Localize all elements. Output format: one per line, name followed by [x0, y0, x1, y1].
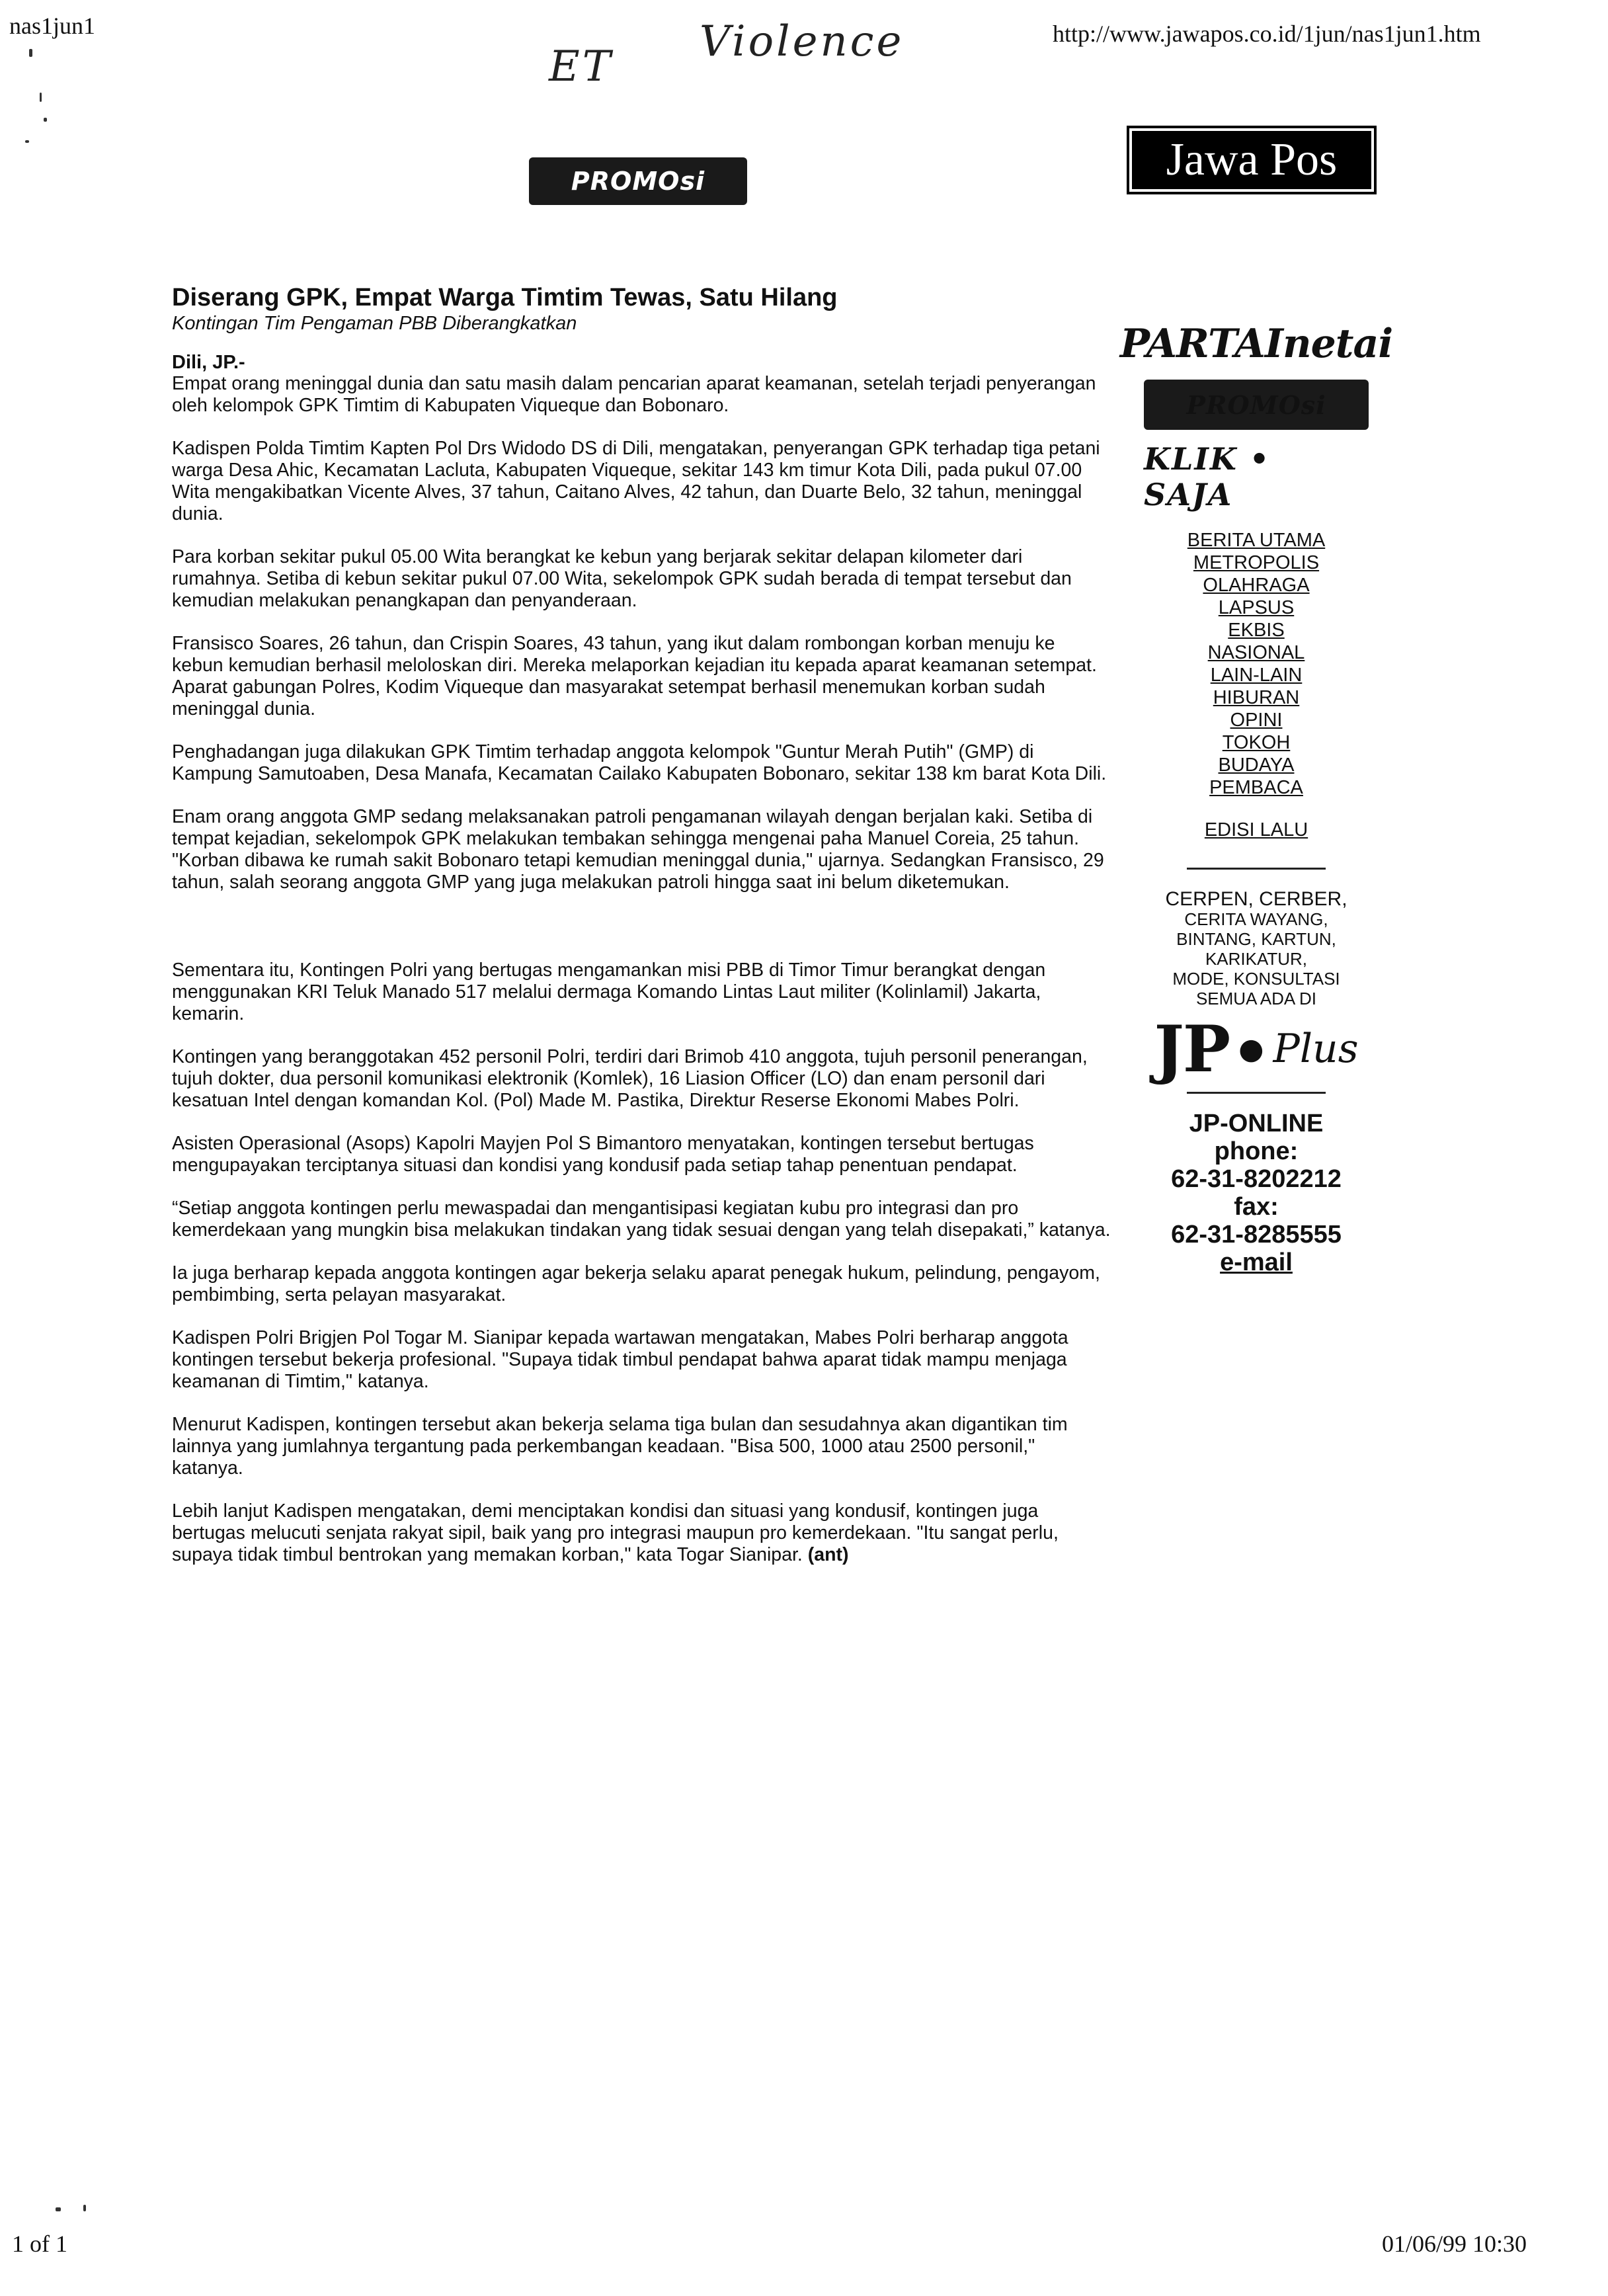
promo-line: KARIKATUR, — [1205, 949, 1308, 969]
article-paragraph: Penghadangan juga dilakukan GPK Timtim terhadap anggota kelompok "Guntur Merah Putih" (GMP) di Kampung Samutoaben, Desa Manafa, Kecamatan Cailako Kabupaten Bobonaro, sekitar 138 km barat Kota Dili. — [172, 741, 1107, 784]
print-url: http://www.jawapos.co.id/1jun/nas1jun1.htm — [1053, 20, 1481, 47]
scan-speck — [29, 49, 32, 57]
promo-side-logo[interactable]: PROMOsi — [1144, 380, 1369, 430]
article-paragraph: Kadispen Polri Brigjen Pol Togar M. Sianipar kepada wartawan mengatakan, Mabes Polri berharap anggota kontingen tersebut bekerja profesional. "Supaya tidak timbul pendapat bahwa aparat tidak mampu menjaga keamanan di Timtim," katanya. — [172, 1327, 1068, 1392]
scan-speck — [25, 140, 29, 143]
article-paragraph: Menurut Kadispen, kontingen tersebut akan bekerja selama tiga bulan dan sesudahnya akan digantikan tim lainnya yang jumlahnya tergantung pada perkembangan keadaan. "Bisa 500, 1000 atau 2500 personil," katanya. — [172, 1414, 1068, 1479]
phone-label: phone: — [1214, 1137, 1299, 1165]
scan-speck — [56, 2207, 61, 2211]
nav-link-opini[interactable]: OPINI — [1230, 710, 1283, 731]
contact-block — [1124, 1110, 1388, 1276]
article-paragraph: Sementara itu, Kontingen Polri yang bertugas mengamankan misi PBB di Timor Timur berangkat dengan menggunakan KRI Teluk Manado 517 melalui dermaga Komando Lintas Laut militer (Kolinlamil) Jakarta, kemarin. — [172, 960, 1046, 1024]
partai-logo[interactable]: PARTAInetai — [1144, 317, 1369, 370]
article-paragraph: Enam orang anggota GMP sedang melaksanakan patroli pengamanan wilayah dengan berjalan kaki. Setiba di tempat kejadian, sekelompok GPK melakukan tembakan sehingga mengenai paha Manuel Coreia, 25 tahun. "Korban dibawa ke rumah sakit Bobonaro tetapi kemudian meninggal dunia," ujarnya. Sedangkan Fransisco, 29 tahun, salah seorang anggota GMP yang juga melakukan patroli hingga saat ini belum diketemukan. — [172, 806, 1104, 893]
article-paragraph: “Setiap anggota kontingen perlu mewaspadai dan mengantisipasi kegiatan kubu pro integrasi dan pro kemerdekaan yang mungkin bisa melakukan tindakan yang tidak sesuai dengan yang telah disepakati,” katanya. — [172, 1198, 1111, 1241]
scan-speck — [83, 2205, 86, 2211]
article-last-paragraph-text: Lebih lanjut Kadispen mengatakan, demi menciptakan kondisi dan situasi yang kondusif, kontingen juga bertugas melucuti senjata rakyat sipil, baik yang pro integrasi maupun pro kemerdekaan. "Itu sangat perlu, supaya tidak timbul bentrokan yang memakan korban," kata Togar Sianipar. — [172, 1500, 1059, 1565]
contact-title: JP-ONLINE — [1189, 1110, 1324, 1137]
jp-plus-word: Plus — [1273, 1026, 1359, 1072]
nav-link-lapsus[interactable]: LAPSUS — [1218, 597, 1295, 618]
nav-link-pembaca[interactable]: PEMBACA — [1209, 777, 1303, 798]
fax-label: fax: — [1234, 1193, 1279, 1221]
article-headline: Diserang GPK, Empat Warga Timtim Tewas, Satu Hilang — [172, 284, 838, 311]
nav-link-hiburan[interactable]: HIBURAN — [1213, 687, 1300, 708]
print-timestamp: 01/06/99 10:30 — [1382, 2231, 1527, 2257]
article-paragraph: Kontingen yang beranggotakan 452 personil Polri, terdiri dari Brimob 410 anggota, tujuh personil penerangan, tujuh dokter, dua personil komunikasi elektronik (Komlek), 16 Liasion Officer (LO) dan enam personil dari kesatuan Intel dengan komandan Kol. (Pol) Made M. Pastika, Direktur Reserse Ekonomi Mabes Polri. — [172, 1046, 1088, 1111]
article-paragraph: Fransisco Soares, 26 tahun, dan Crispin Soares, 43 tahun, yang ikut dalam rombongan korban menuju ke kebun kemudian berhasil meloloskan diri. Mereka melaporkan kejadian itu kepada aparat keamanan setempat. Aparat gabungan Polres, Kodim Viqueque dan masyarakat setempat berhasil menemukan korban sudah meninggal dunia. — [172, 633, 1097, 719]
promo-line: CERPEN, CERBER, — [1165, 888, 1347, 910]
section-nav — [1124, 529, 1388, 841]
jp-plus-logo[interactable] — [1137, 1012, 1375, 1085]
jp-plus-mark: JP — [1154, 1011, 1230, 1086]
nav-link-edisi-lalu[interactable]: EDISI LALU — [1204, 819, 1308, 840]
fax-number: 62-31-8285555 — [1171, 1221, 1342, 1249]
nav-link-olahraga[interactable]: OLAHRAGA — [1203, 575, 1310, 596]
promo-line: SEMUA ADA DI — [1195, 989, 1317, 1008]
print-page-name: nas1jun1 — [9, 13, 95, 39]
article-paragraph: Kadispen Polda Timtim Kapten Pol Drs Widodo DS di Dili, mengatakan, penyerangan GPK terhadap tiga petani warga Desa Ahic, Kecamatan Lacluta, Kabupaten Viqueque, sekitar 143 km timur Kota Dili, pada pukul 07.00 Wita mengakibatkan Vicente Alves, 37 tahun, Caitano Alves, 42 tahun, dan Duarte Belo, 32 tahun, meninggal dunia. — [172, 438, 1100, 524]
article-paragraph: Empat orang meninggal dunia dan satu masih dalam pencarian aparat keamanan, setelah terjadi penyerangan oleh kelompok GPK Timtim di Kabupaten Viqueque dan Bobonaro. — [172, 373, 1096, 416]
article-subheadline: Kontingan Tim Pengaman PBB Diberangkatkan — [172, 313, 577, 334]
nav-link-lain-lain[interactable]: LAIN-LAIN — [1210, 665, 1303, 686]
nav-link-metropolis[interactable]: METROPOLIS — [1193, 552, 1320, 573]
article-last-paragraph — [172, 1500, 1111, 1566]
sidebar-divider — [1187, 868, 1326, 870]
bullet-icon: ● — [1238, 1032, 1264, 1066]
phone-number: 62-31-8202212 — [1171, 1165, 1342, 1193]
article — [172, 283, 1111, 1587]
nav-link-nasional[interactable]: NASIONAL — [1207, 642, 1305, 663]
handwritten-note-et: ET — [549, 42, 614, 91]
article-paragraph: Ia juga berharap kepada anggota kontingen agar bekerja selaku aparat penegak hukum, pelindung, pengayom, pembimbing, serta pelayan masyarakat. — [172, 1262, 1100, 1305]
promo-line: CERITA WAYANG, — [1184, 909, 1328, 929]
print-page-count: 1 of 1 — [12, 2231, 67, 2257]
nav-link-tokoh[interactable]: TOKOH — [1222, 732, 1291, 753]
sidebar-divider — [1187, 1092, 1326, 1094]
promo-banner[interactable]: PROMOsi — [529, 157, 747, 205]
nav-link-berita-utama[interactable]: BERITA UTAMA — [1187, 530, 1326, 551]
sidebar — [1119, 311, 1393, 1276]
handwritten-note-violence: Violence — [700, 17, 904, 66]
promo-line: BINTANG, KARTUN, — [1176, 929, 1336, 949]
jp-plus-promo-text — [1124, 889, 1388, 1008]
article-paragraph: Para korban sekitar pukul 05.00 Wita berangkat ke kebun yang berjarak sekitar delapan kilometer dari rumahnya. Setiba di kebun sekitar pukul 07.00 Wita, sekelompok GPK sudah berada di tempat tersebut dan kemudian melakukan penangkapan dan penyanderaan. — [172, 546, 1072, 611]
email-link[interactable]: e-mail — [1220, 1249, 1293, 1276]
klik-saja-logo[interactable]: KLIK • SAJA — [1144, 441, 1271, 512]
jawa-pos-logo[interactable]: Jawa Pos — [1132, 131, 1371, 189]
article-paragraph: Asisten Operasional (Asops) Kapolri Mayjen Pol S Bimantoro menyatakan, kontingen tersebut bertugas mengupayakan terciptanya situasi dan kondisi yang kondusif pada setiap tahap penentuan pendapat. — [172, 1133, 1034, 1176]
article-dateline: Dili, JP.- — [172, 352, 245, 373]
nav-link-ekbis[interactable]: EKBIS — [1228, 620, 1285, 641]
nav-link-budaya[interactable]: BUDAYA — [1218, 755, 1295, 776]
article-source-tag: (ant) — [807, 1544, 849, 1565]
promo-line: MODE, KONSULTASI — [1172, 969, 1340, 989]
scan-speck — [40, 93, 42, 102]
scan-speck — [44, 118, 47, 122]
